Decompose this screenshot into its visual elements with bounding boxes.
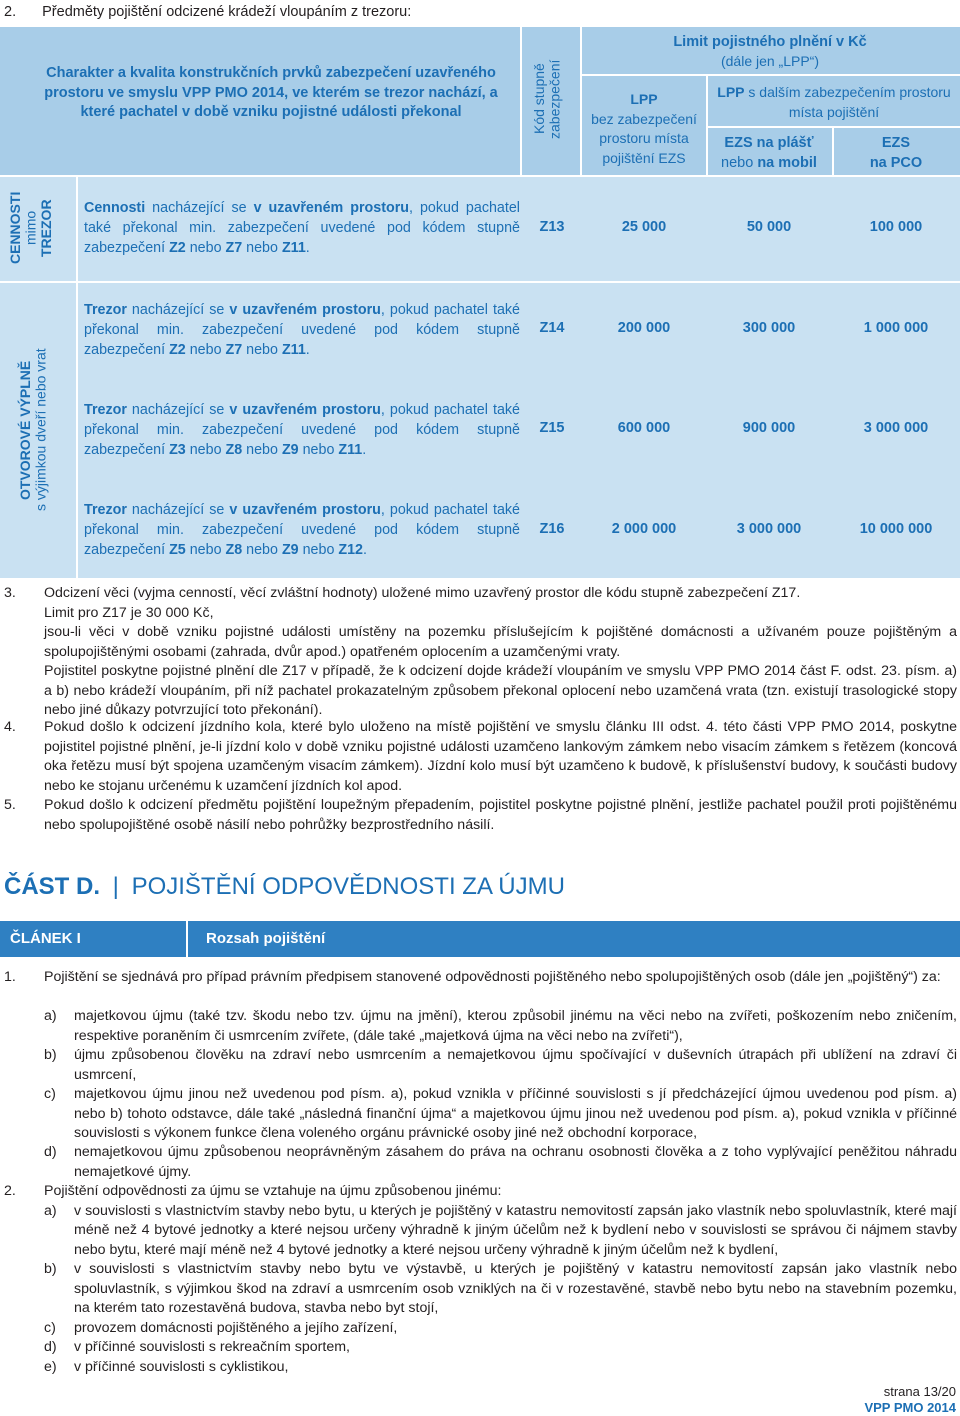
divider — [832, 128, 834, 175]
item2-text: Předměty pojištění odcizené krádeží vloupáním z trezoru: — [42, 4, 412, 20]
section-1 — [0, 968, 960, 1180]
list-label: c) — [44, 1319, 56, 1336]
article-label: ČLÁNEK I — [10, 930, 81, 947]
item-3-b: Limit pro Z17 je 30 000 Kč, — [44, 604, 214, 621]
article-title: Rozsah pojištění — [206, 930, 326, 947]
row-code: Z13 — [539, 219, 565, 235]
item-5-num: 5. — [4, 797, 16, 813]
list-label: e) — [44, 1358, 57, 1375]
list-label: d) — [44, 1144, 57, 1160]
row-description: Trezor nacházející se v uzavřeném prostoru, pokud pachatel také překonal min. zabezpečení uvedené pod kódem stupně zabezpečení Z5 nebo Z8 nebo Z9 nebo Z12. — [84, 502, 520, 558]
list-item: v souvislosti s vlastnictvím stavby nebo bytu ve výstavbě, u kterých je pojištěný v katastru nemovitostí zapsán jako vlastník nebo spoluvlastník, s výjimkou škod na zdraví a usmrcením osob vzniklých na či v rozestavěné, stavbě nebo bytu nebo na stavebním pozemku, na kterém tato rozestavěná budova, stavba nebo byt stojí, — [74, 1261, 957, 1316]
group-otvorove-label: OTVOROVÉ VÝPLNĚ s výjimkou dveří nebo vrat — [17, 348, 49, 512]
item-3 — [0, 584, 960, 718]
list-item: majetkovou újmu (také tzv. škodu nebo tzv. újmu na jmění), kterou způsobil jinému na věci nebo na zvířeti, poškozením nebo zničením, respektive poraněním či usmrcením zvířete, (dále také „majetková újma na věci nebo na zvířeti“), — [74, 1008, 957, 1044]
lpp-col-header: LPP bez zabezpečení prostoru místa pojištění EZS — [591, 91, 697, 166]
row-ezs-plast: 300 000 — [742, 320, 796, 336]
footer-brand: VPP PMO 2014 — [864, 1400, 956, 1415]
section-2-intro: Pojištění odpovědnosti za újmu se vztahuje na újmu způsobenou jinému: — [44, 1183, 502, 1199]
item-5-text: Pokud došlo k odcizení předmětu pojištění loupežným přepadením, pojistitel poskytne pojistné plnění, jestliže pachatel použil proti pojištěnému nebo spolupojištěné osobě násilí nebo pohrůžky bezprostředního násilí. — [44, 797, 957, 833]
part-separator: | — [112, 873, 119, 900]
list-item: v souvislosti s vlastnictvím stavby nebo bytu, u kterých je pojištěný v katastru nemovitostí zapsán jako vlastník nebo spoluvlastník, které mají méně než 4 bytové jednotky a které nejsou určeny výhradně k jiným účelům než k bydlení nebo v souvislosti se správou či nájmem stavby nebo bytu, které mají méně než 4 bytové jednotky a které nejsou určeny výhradně k jiným účelům než k bydlení, — [74, 1202, 957, 1258]
section-2-num: 2. — [4, 1183, 16, 1199]
list-item: majetkovou újmu jinou než uvedenou pod písm. a), pokud vznikla v příčinné souvislosti s jí předcházející újmou uvedenou pod písm. a) nebo b) tohoto odstavce, dále také „následná finanční újma“ a majetkovou újmu jinou než uvedenou pod písm. a), pokud vznikla v příčinné souvislosti s výkonem funkce člena voleného orgánu právnické osoby jiné než obchodní korporace, — [74, 1086, 957, 1141]
item2-heading — [4, 4, 411, 20]
list-label: d) — [44, 1339, 57, 1355]
page-number: strana 13/20 — [883, 1384, 956, 1399]
item-3-num: 3. — [4, 585, 16, 601]
divider — [708, 126, 960, 128]
divider — [520, 27, 522, 175]
row-ezs-plast: 900 000 — [742, 420, 796, 436]
part-label: ČÁST D. — [4, 873, 100, 900]
item-4-num: 4. — [4, 719, 16, 735]
item-3-a: Odcizení věci (vyjma cenností, věcí zvláštní hodnoty) uložené mimo uzavřený prostor dle kódu stupně zabezpečení Z17. — [44, 585, 801, 601]
group-cennosti-label: CENNOSTI mimo TREZOR — [7, 191, 54, 265]
code-title: Kód stupně zabezpečení — [531, 59, 563, 139]
item-3-c: jsou-li věci v době vzniku pojistné události umístěny na pozemku příslušejícím k pojištěné domácnosti a užívaném pouze pojištěným a spolupojištěnými osobami (zahrada, dvůr apod.) opatřeném oplocením a uzamčenými vraty. — [44, 624, 957, 660]
row-description: Trezor nacházející se v uzavřeném prostoru, pokud pachatel také překonal min. zabezpečení uvedené pod kódem stupně zabezpečení Z3 nebo Z8 nebo Z9 nebo Z11. — [84, 402, 520, 458]
item2-num: 2. — [4, 4, 17, 20]
row-description: Trezor nacházející se v uzavřeném prostoru, pokud pachatel také překonal min. zabezpečení uvedené pod kódem stupně zabezpečení Z2 nebo Z7 nebo Z11. — [84, 302, 520, 358]
row-ezs-pco: 10 000 000 — [859, 521, 933, 537]
divider — [580, 27, 582, 175]
row-code: Z15 — [539, 420, 565, 436]
row-code: Z14 — [539, 320, 565, 336]
list-label: a) — [44, 1202, 57, 1219]
list-label: b) — [44, 1047, 57, 1063]
article-bar — [0, 921, 960, 957]
char-title: Charakter a kvalita konstrukčních prvků zabezpečení uzavřeného prostoru ve smyslu VPP PMO 2014, ve kterém se trezor nachází, a které pachatel v době vzniku pojistné události překonal — [44, 65, 498, 120]
limit-sub: (dále jen „LPP“) — [720, 53, 820, 69]
section-1-intro: Pojištění se sjednává pro případ právním předpisem stanovené odpovědnosti pojištěného nebo spolupojištěných osob (dále jen „pojištěný“) za: — [44, 969, 941, 985]
item-3-d: Pojistitel poskytne pojistné plnění dle Z17 v případě, že k odcizení dojde krádeží vloupáním ve smyslu VPP PMO 2014 část F. odst. 23. písm. a) a b) nebo krádeží vloupáním, při níž pachatel prokazatelným způsobem překonal oplocení nebo uzamčená vrata (tzn. existují trasologické stopy nebo jiné důkazy potvrzující toto překonání). — [44, 663, 957, 718]
section-1-num: 1. — [4, 969, 16, 985]
list-label: c) — [44, 1086, 56, 1102]
section-2 — [0, 1182, 960, 1382]
limit-title: Limit pojistného plnění v Kč — [673, 34, 867, 50]
part-title: POJIŠTĚNÍ ODPOVĚDNOSTI ZA ÚJMU — [131, 873, 565, 900]
row-description: Cennosti nacházející se v uzavřeném prostoru, pokud pachatel také překonal min. zabezpečení uvedené pod kódem stupně zabezpečení Z2 nebo Z7 nebo Z11. — [84, 200, 520, 256]
item-4-text: Pokud došlo k odcizení jízdního kola, které bylo uloženo na místě pojištění ve smyslu článku III odst. 4. této části VPP PMO 2014, poskytne pojistitel pojistné plnění, je-li jízdní kolo v době vzniku pojistné události uzamčeno lankovým zámkem nebo visacím zámkem s řetězem (koncová oka řetězu musí být spojena uzamčeným visacím zámkem). Jízdní kolo musí být uzamčeno k budově, k příslušenství budovy, k součásti budovy nebo ke stojanu určenému k uzamčení jízdních kol apod. — [44, 719, 957, 794]
list-item: nemajetkovou újmu způsobenou neoprávněným zásahem do práva na ochranu osobnosti člověka a z toho vyplývající peněžitou náhradu nemajetkové újmy. — [74, 1144, 957, 1180]
list-label: b) — [44, 1261, 57, 1277]
lpp2-header: LPP s dalším zabezpečením prostoru místa pojištění — [717, 84, 951, 120]
list-item: v příčinné souvislosti s rekreačním sportem, — [74, 1339, 350, 1355]
row-ezs-pco: 100 000 — [869, 219, 923, 235]
row-ezs-pco: 1 000 000 — [863, 320, 929, 336]
item-4 — [0, 718, 960, 796]
row-ezs-pco: 3 000 000 — [863, 420, 929, 436]
row-code: Z16 — [539, 521, 565, 537]
part-heading — [4, 873, 565, 901]
divider — [76, 177, 78, 578]
row-lpp: 2 000 000 — [611, 521, 677, 537]
list-item: v příčinné souvislosti s cyklistikou, — [74, 1358, 289, 1375]
item-5 — [0, 796, 960, 836]
ezs-plast-header: EZS na plášť nebo na mobil — [721, 135, 817, 171]
row-ezs-plast: 50 000 — [746, 219, 792, 235]
list-label: a) — [44, 1008, 57, 1024]
ezs-pco-header: EZS na PCO — [869, 135, 923, 171]
row-lpp: 200 000 — [617, 320, 671, 336]
divider — [582, 74, 960, 76]
row-ezs-plast: 3 000 000 — [736, 521, 802, 537]
divider — [0, 281, 960, 283]
list-item: újmu způsobenou člověku na zdraví nebo usmrcením a nemajetkovou újmu spočívající v duševních útrapách při ublížení na zdraví či usmrcení, — [74, 1047, 957, 1083]
row-lpp: 600 000 — [617, 420, 671, 436]
row-lpp: 25 000 — [621, 219, 667, 235]
list-item: provozem domácnosti pojištěného a jejího zařízení, — [74, 1319, 398, 1336]
